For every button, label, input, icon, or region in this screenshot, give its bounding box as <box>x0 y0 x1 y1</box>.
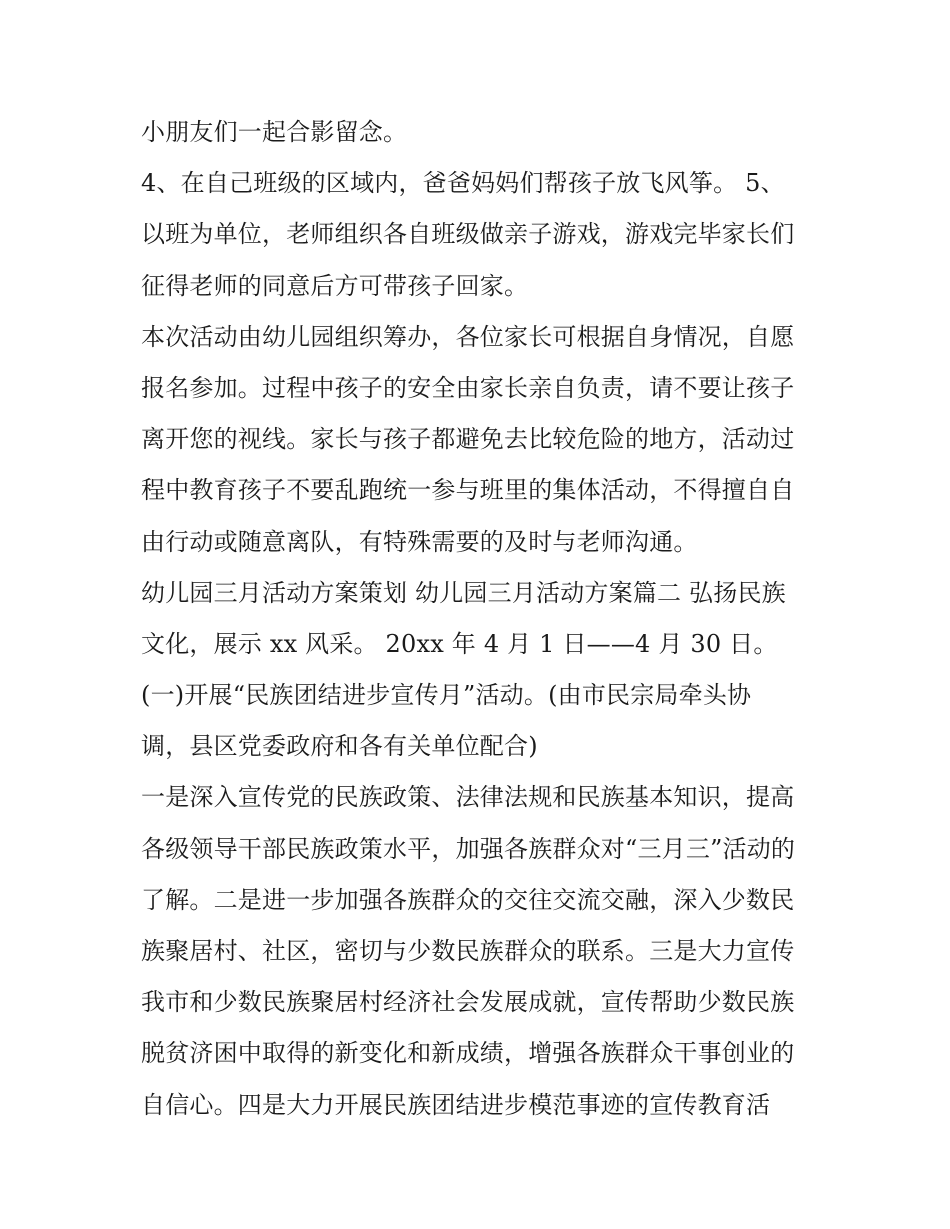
text-line: 我市和少数民族聚居村经济社会发展成就，宣传帮助少数民族 <box>141 988 795 1017</box>
text-line: 离开您的视线。家长与孩子都避免去比较危险的地方，活动过 <box>141 425 795 454</box>
text-line: (一)开展“民族团结进步宣传月”活动。(由市民宗局牵头协 <box>141 681 752 710</box>
body-text <box>141 107 821 1131</box>
text-line: 本次活动由幼儿园组织筹办，各位家长可根据自身情况，自愿 <box>141 322 795 351</box>
text-line: 族聚居村、社区，密切与少数民族群众的联系。三是大力宣传 <box>141 937 795 965</box>
text-line: 报名参加。过程中孩子的安全由家长亲自负责，请不要让孩子 <box>141 373 795 402</box>
text-line: 程中教育孩子不要乱跑统一参与班里的集体活动，不得擅自自 <box>141 476 795 505</box>
text-line: 幼儿园三月活动方案策划 幼儿园三月活动方案篇二 弘扬民族 <box>141 578 786 607</box>
text-line: 4、在自己班级的区域内，爸爸妈妈们帮孩子放飞风筝。 5、 <box>141 169 785 198</box>
text-line: 征得老师的同意后方可带孩子回家。 <box>141 271 529 300</box>
text-line: 脱贫济困中取得的新变化和新成绩，增强各族群众干事创业的 <box>141 1039 795 1068</box>
text-line: 各级领导干部民族政策水平，加强各族群众对“三月三”活动的 <box>141 834 796 863</box>
text-line: 调，县区党委政府和各有关单位配合) <box>141 732 538 761</box>
text-line: 以班为单位，老师组织各自班级做亲子游戏，游戏完毕家长们 <box>141 220 795 249</box>
text-line: 文化，展示 xx 风采。 20xx 年 4 月 1 日——4 月 30 日。 <box>141 629 778 658</box>
text-line: 由行动或随意离队，有特殊需要的及时与老师沟通。 <box>141 527 698 556</box>
text-line: 自信心。四是大力开展民族团结进步模范事迹的宣传教育活 <box>141 1090 771 1119</box>
text-line: 小朋友们一起合影留念。 <box>141 118 408 146</box>
text-line: 了解。二是进一步加强各族群众的交往交流交融，深入少数民 <box>141 885 795 914</box>
text-line: 一是深入宣传党的民族政策、法律法规和民族基本知识，提高 <box>141 783 795 812</box>
